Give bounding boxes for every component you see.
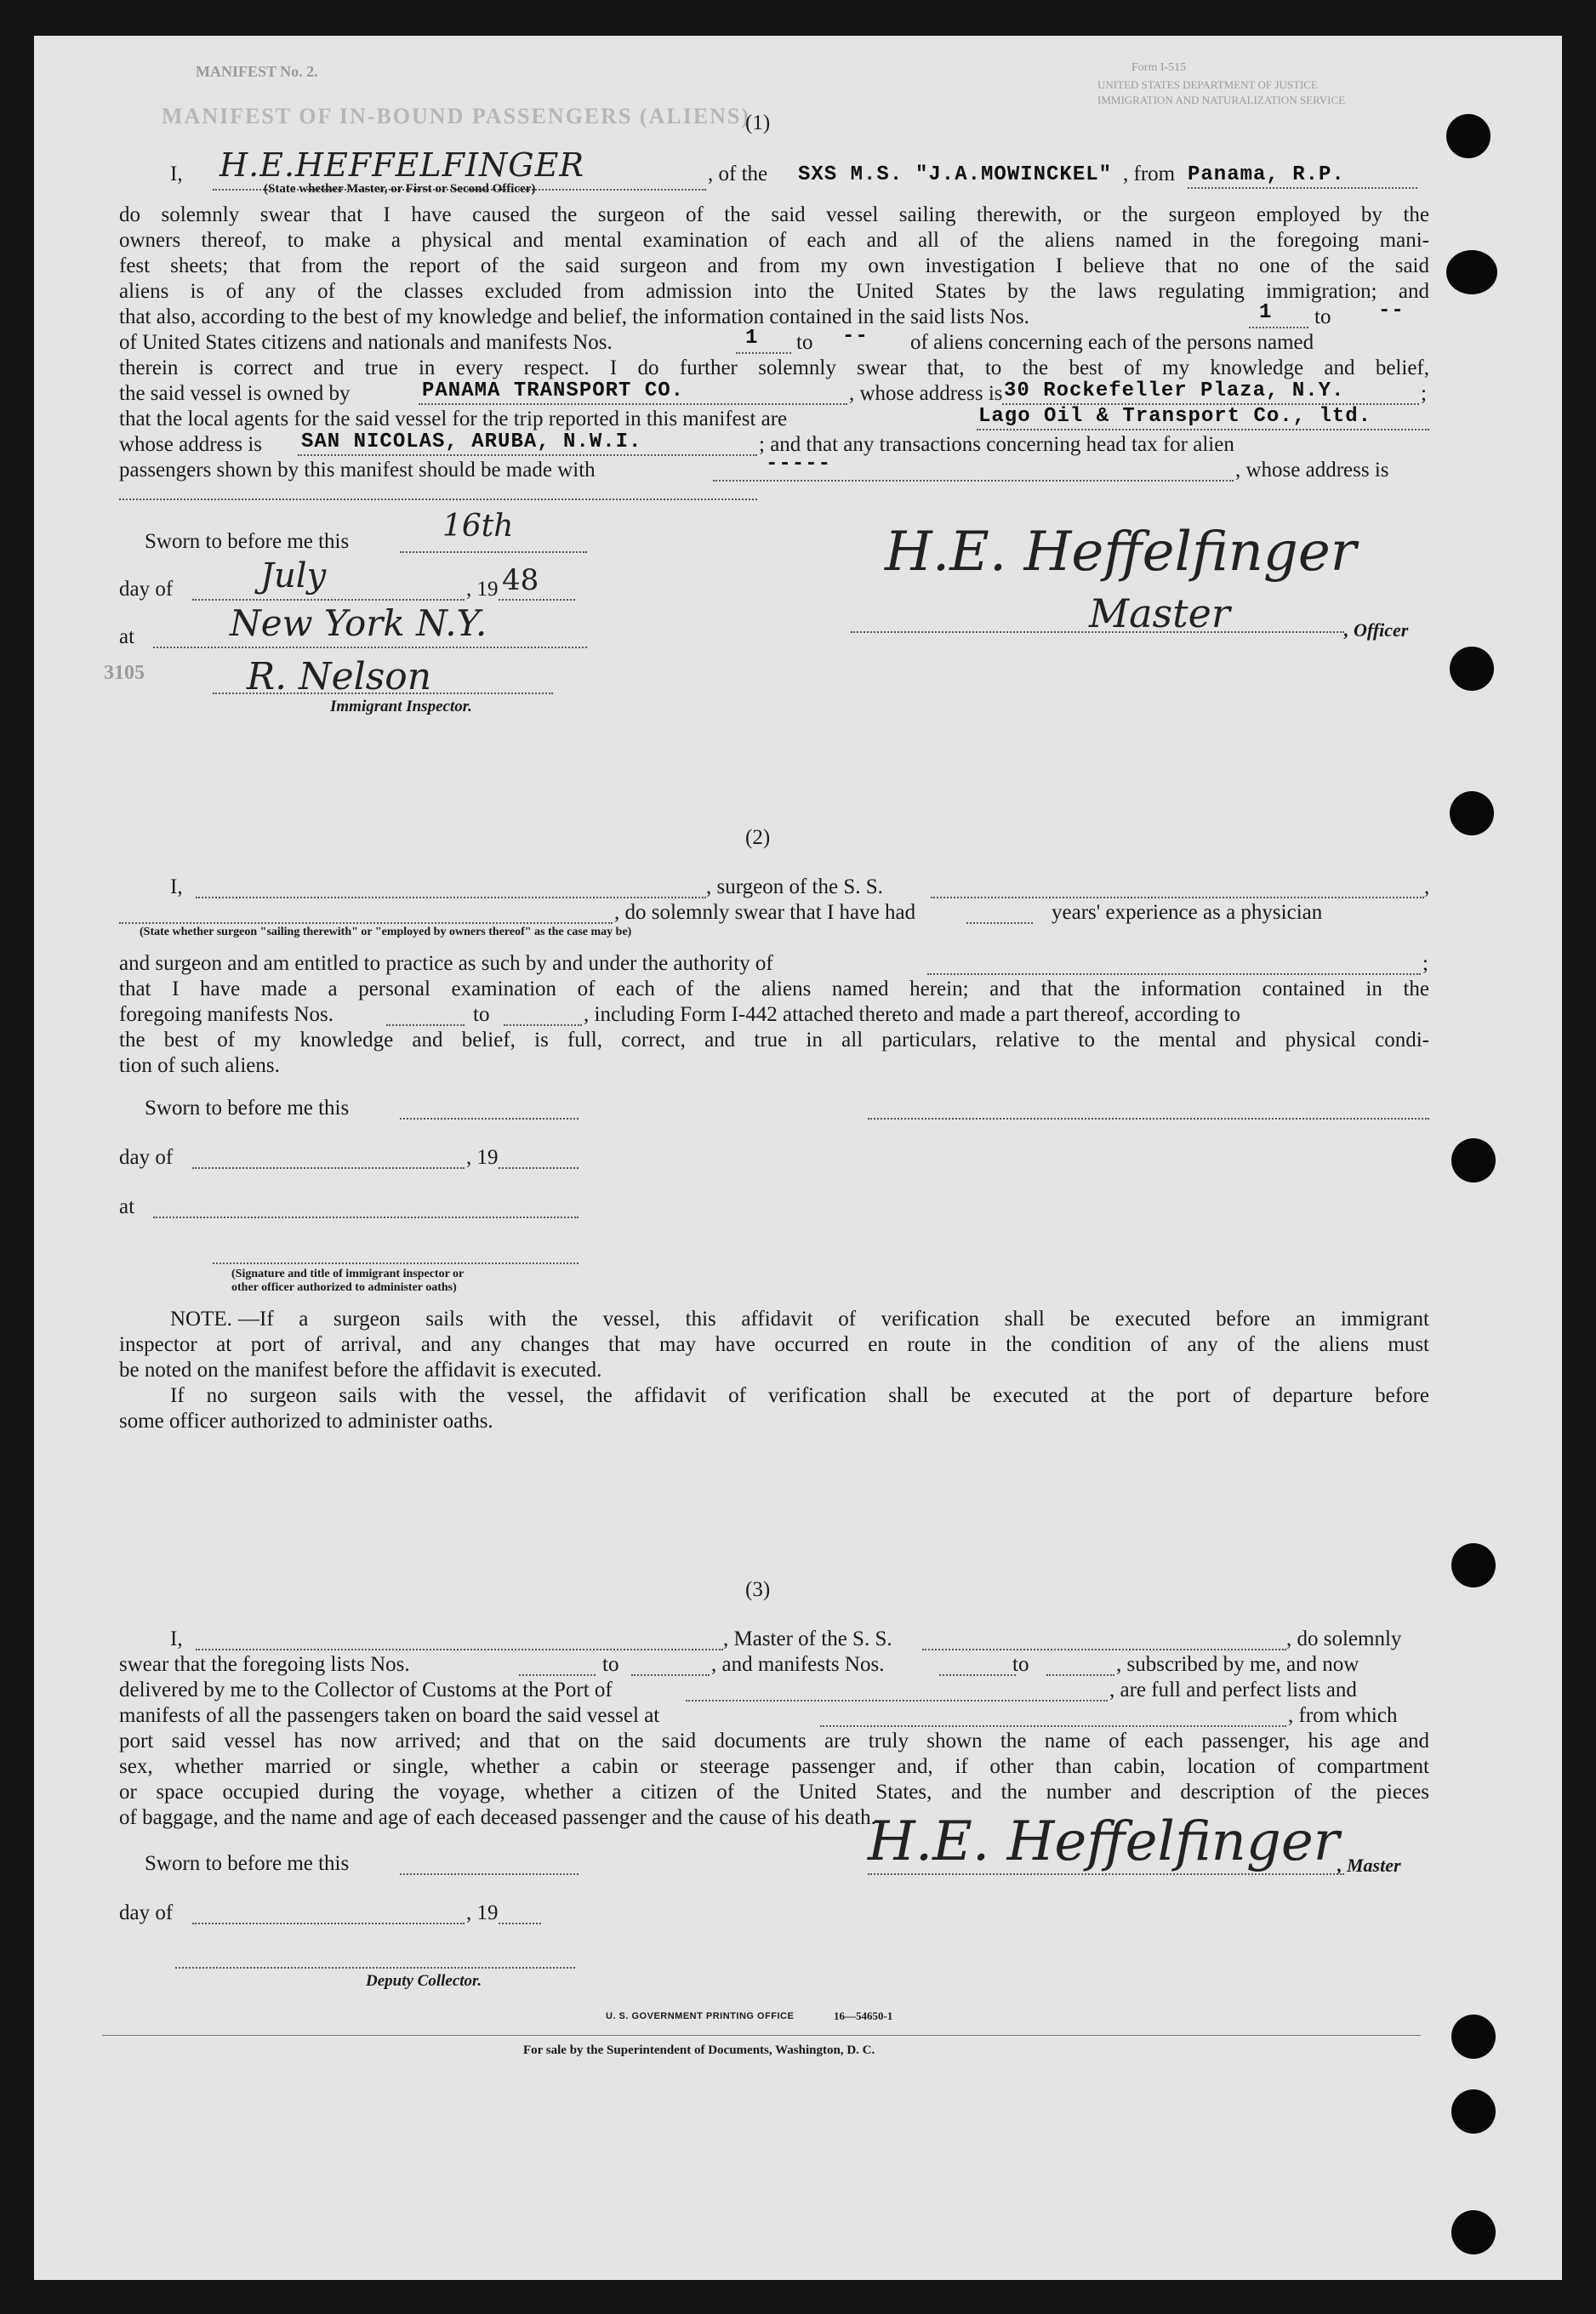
s3-line2-to1: to [602,1653,619,1676]
s1-sworn-day: 16th [442,509,514,544]
s2-sig-caption-1: (Signature and title of immigrant inspector or [231,1268,465,1280]
s2-dayof-label: day of [119,1146,174,1169]
punch-hole-4 [1450,791,1494,835]
s1-sworn-place: New York N.Y. [230,602,487,644]
s2-year-prefix: , 19 [466,1146,499,1169]
agent-address-line [298,454,757,456]
punch-hole-1 [1446,114,1491,158]
s2-sworn-label: Sworn to before me this [145,1097,350,1120]
s3-line2-c: , subscribed by me, and now [1116,1653,1359,1676]
manifests-from: 1 [745,327,759,350]
s2-month-line [192,1167,465,1169]
s1-line7: therein is correct and true in every respect. I do further solemnly swear that, to the best of my knowledge and belief, [119,356,1429,379]
faint-manifest-number: MANIFEST No. 2. [196,63,318,80]
s2-line1-comma: , [1424,875,1430,898]
s1-place-line [153,647,587,648]
agents-line [977,429,1429,430]
section-3-number: (3) [745,1578,771,1601]
s3-master-label: , Master [1337,1855,1401,1876]
note-line-4: If no surgeon sails with the vessel, the affidavit of verification shall be executed at the port of departure before [170,1384,1429,1407]
s1-address-line [119,499,757,500]
note-line-1: —If a surgeon sails with the vessel, this affidavit of verification shall be executed before an immigrant [238,1308,1429,1331]
officer-label: , Officer [1344,619,1409,641]
punch-hole-3 [1450,647,1494,691]
s1-text-line-4: aliens is of any of the classes excluded from admission into the United States by the laws regulating immigration; and [119,280,1429,303]
s3-vessel-line [922,1649,1286,1650]
s1-line5-to: to [1314,305,1331,328]
note-line-3: be noted on the manifest before the affidavit is executed. [119,1359,602,1382]
officer-signature-line [851,631,1344,633]
footer-rule [102,2035,1421,2036]
s1-line8-b: , whose address is [849,382,1003,405]
s3-manifests-from-line [939,1674,1016,1676]
head-tax-line [713,480,1234,482]
s2-line5-b: , including Form I-442 attached thereto and made a part thereof, according to [584,1003,1240,1026]
s1-year-prefix: , 19 [466,578,499,601]
officer-signature: H.E. Heffelfinger [885,521,1357,584]
faint-stamp: 3105 [104,662,145,684]
s2-line4: that I have made a personal examination of each of the aliens named herein; and that the information contained in the [119,977,1429,1000]
s1-year-line [499,599,575,601]
note-line-2: inspector at port of arrival, and any changes that may have occurred en route in the condition of any of the aliens must [119,1333,1429,1356]
manifest-page [34,36,1562,2280]
s2-line3-end: ; [1422,952,1428,975]
s1-line6-to: to [796,331,813,354]
port-from: Panama, R.P. [1188,163,1345,186]
s2-vessel-line [931,897,1424,898]
s3-manifests-to-line [1046,1674,1114,1676]
s3-master-signature-line [868,1873,1344,1875]
s2-sworn-line [400,1118,579,1120]
punch-hole-8 [1451,2089,1496,2134]
s1-line5: that also, according to the best of my knowledge and belief, the information contained in the said lists Nos. [119,305,1029,328]
s1-sworn-year: 48 [502,563,539,597]
inspector-caption: Immigrant Inspector. [330,698,472,715]
s1-line11-b: , whose address is [1235,459,1389,482]
s1-text-line-1: do solemnly swear that I have caused the surgeon of the said vessel sailing therewith, or the surgeon employed by the [119,203,1429,226]
s1-line11-a: passengers shown by this manifest should be made with [119,459,596,482]
manifests-from-line [736,352,791,354]
s3-line1-b: , Master of the S. S. [723,1627,892,1650]
s3-month-line [192,1923,465,1924]
s3-line1-c: , do solemnly [1286,1627,1402,1650]
s2-line2-b: years' experience as a physician [1052,901,1323,924]
lists-from-line [1249,327,1308,328]
local-agents: Lago Oil & Transport Co., ltd. [978,405,1372,428]
s2-line5-a: foregoing manifests Nos. [119,1003,334,1026]
s2-status-line [119,922,613,924]
s2-authority-line [927,973,1421,975]
s3-sworn-label: Sworn to before me this [145,1852,350,1875]
note-line-5: some officer authorized to administer oaths. [119,1410,493,1433]
inspector-line [213,692,553,694]
owner-line [419,403,847,405]
s3-year-line [499,1923,541,1924]
deputy-collector-line [175,1967,575,1969]
s2-line2-a: , do solemnly swear that I have had [614,901,916,924]
s1-sworn-month: July [260,556,327,596]
owner-address: 30 Rockefeller Plaza, N.Y. [1004,379,1345,402]
s2-to-line [504,1024,582,1026]
s1-month-line [192,599,465,601]
master-signature: H.E. Heffelfinger [868,1810,1340,1873]
s3-line2-b: , and manifests Nos. [711,1653,885,1676]
agent-address: SAN NICOLAS, ARUBA, N.W.I. [301,430,642,453]
s1-line8-a: the said vessel is owned by [119,382,351,405]
note-label: NOTE. [170,1308,232,1331]
s1-line8-semicolon: ; [1421,382,1427,405]
lists-to: -- [1378,299,1405,322]
s3-line4-a: manifests of all the passengers taken on board the said vessel at [119,1704,660,1727]
s2-caption: (State whether surgeon "sailing therewith" or "employed by owners thereof" as the case may be) [140,926,632,938]
deputy-collector-caption: Deputy Collector. [366,1972,482,1990]
s1-text-line-3: fest sheets; that from the report of the said surgeon and from my own investigation I believe that no one of the said [119,254,1429,277]
s1-dayof-label: day of [119,578,174,601]
faint-form-number: Form I-515 [1131,61,1187,74]
head-tax-agent: ----- [766,453,832,476]
s3-boarding-line [820,1725,1286,1727]
manifests-to: -- [842,325,869,348]
lists-from: 1 [1259,301,1273,324]
punch-hole-5 [1451,1138,1496,1183]
master-name-handwritten: H.E.HEFFELFINGER [219,146,584,184]
s3-year-prefix: , 19 [466,1901,499,1924]
s3-line4-b: , from which [1288,1704,1398,1727]
s3-line2-a: swear that the foregoing lists Nos. [119,1653,410,1676]
s2-line7: tion of such aliens. [119,1054,280,1077]
faint-manifest-title: MANIFEST OF IN-BOUND PASSENGERS (ALIENS) [162,104,751,128]
s1-text-line-2: owners thereof, to make a physical and mental examination of each and all of the aliens named in the foregoing mani- [119,229,1429,252]
faint-service: IMMIGRATION AND NATURALIZATION SERVICE [1097,94,1346,106]
punch-hole-2 [1446,250,1497,294]
s2-i-prefix: I, [170,875,183,898]
s1-line6: of United States citizens and nationals and manifests Nos. [119,331,613,354]
s2-year-line [499,1167,579,1169]
port-from-line [1188,187,1417,189]
s1-from: , from [1123,162,1176,185]
section-2-number: (2) [745,826,771,849]
punch-hole-9 [1451,2210,1496,2254]
s1-sworn-label: Sworn to before me this [145,530,350,553]
s3-port-line [686,1700,1108,1701]
s2-at-label: at [119,1195,135,1218]
s1-i-prefix: I, [170,162,183,185]
s1-line10-b: ; and that any transactions concerning head tax for alien [759,433,1234,456]
s1-of-the: , of the [708,162,768,185]
s2-from-line [386,1024,465,1026]
s2-line1-b: , surgeon of the S. S. [706,875,883,898]
inspector-signature: R. Nelson [247,655,432,698]
faint-department: UNITED STATES DEPARTMENT OF JUSTICE [1097,78,1318,91]
s2-sig-caption-2: other officer authorized to administer oaths) [231,1281,457,1294]
s3-text-line-1: port said vessel has now arrived; and that on the said documents are truly shown the name of each passenger, his age and [119,1730,1429,1753]
gpo-imprint: U. S. GOVERNMENT PRINTING OFFICE [606,2011,795,2021]
s2-years-line [966,922,1033,924]
s2-line6: the best of my knowledge and belief, is full, correct, and true in all particulars, relative to the mental and physical condi- [119,1029,1429,1052]
s3-name-line [196,1649,723,1650]
vessel-name: "J.A.MOWINCKEL" [915,163,1113,186]
vessel-owner: PANAMA TRANSPORT CO. [422,379,685,402]
s3-line3-a: delivered by me to the Collector of Customs at the Port of [119,1679,613,1701]
s1-line9-a: that the local agents for the said vessel for the trip reported in this manifest are [119,408,788,430]
s2-line3: and surgeon and am entitled to practice as such by and under the authority of [119,952,773,975]
s1-line10-a: whose address is [119,433,263,456]
s3-lists-from-line [519,1674,596,1676]
form-code: 16—54650-1 [834,2009,893,2022]
officer-title-handwritten: Master [1089,590,1230,636]
s3-text-line-3: or space occupied during the voyage, whether a citizen of the United States, and the number and description of the pieces [119,1781,1429,1804]
s3-i-prefix: I, [170,1627,183,1650]
s3-dayof-label: day of [119,1901,174,1924]
sale-note: For sale by the Superintendent of Documents, Washington, D. C. [523,2043,875,2057]
s3-line2-to2: to [1012,1653,1029,1676]
s2-surgeon-name-line [196,897,706,898]
s2-inspector-line [213,1262,579,1264]
s3-sworn-line [400,1873,579,1875]
punch-hole-7 [1451,2015,1496,2059]
s1-line6-b: of aliens concerning each of the persons named [910,331,1314,354]
s3-lists-to-line [631,1674,710,1676]
s3-line3-b: , are full and perfect lists and [1109,1679,1357,1701]
section-1-number: (1) [745,111,771,134]
s3-text-line-4: of baggage, and the name and age of each deceased passenger and the cause of his death. [119,1806,876,1829]
s1-sworn-day-line [400,551,587,553]
s1-at-label: at [119,625,135,648]
punch-hole-6 [1451,1543,1496,1587]
s2-line5-to: to [473,1003,490,1026]
state-master-caption: (State whether Master, or First or Second Officer) [264,182,536,196]
s3-text-line-2: sex, whether married or single, whether a cabin or steerage passenger and, if other than cabin, location of compartment [119,1755,1429,1778]
s2-signature-line [868,1118,1429,1120]
vessel-type: SXS M.S. [798,163,903,186]
s2-place-line [153,1217,579,1218]
